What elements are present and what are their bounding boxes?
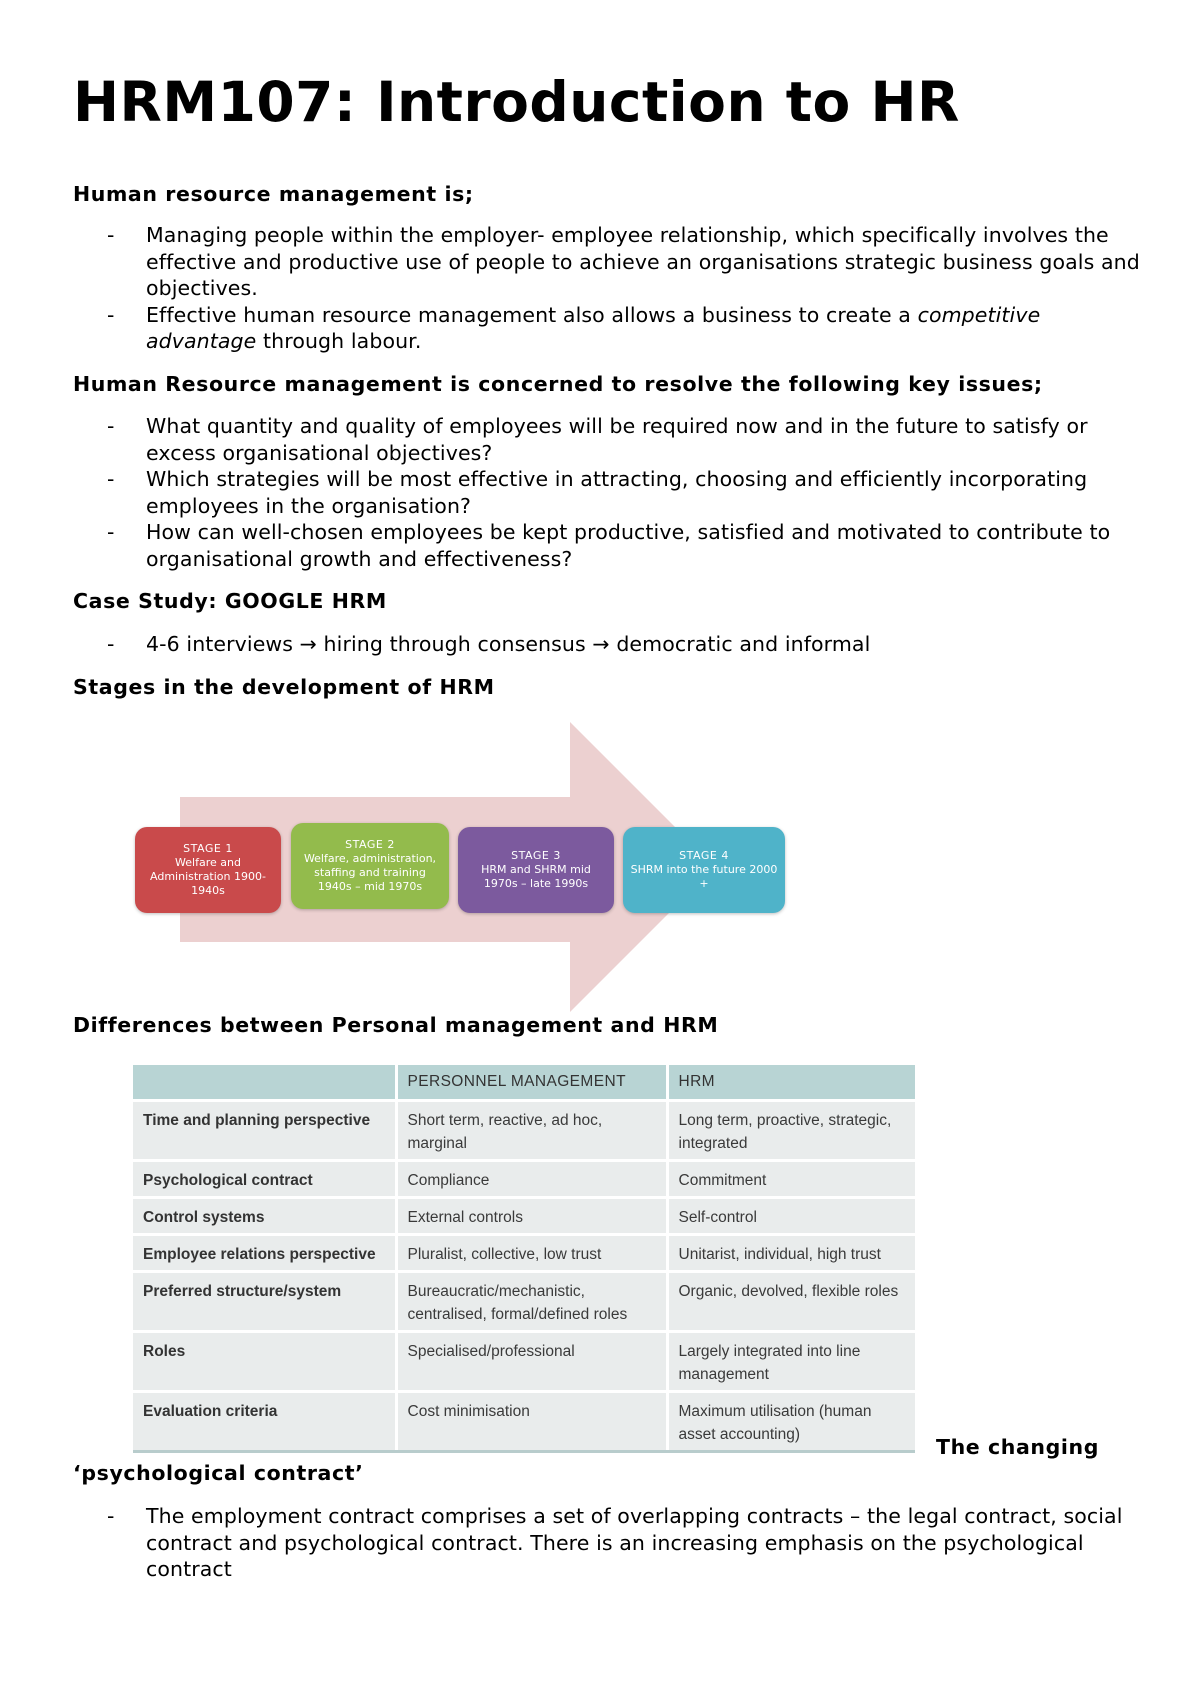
table-cell: Self-control — [667, 1198, 915, 1235]
comparison-table-wrapper — [133, 1065, 915, 1453]
table-header-cell — [133, 1065, 396, 1101]
table-row-label: Preferred structure/system — [133, 1272, 396, 1332]
table-cell: Cost minimisation — [396, 1392, 667, 1452]
bullet-dash: - — [107, 223, 115, 247]
table-row — [133, 1392, 915, 1452]
table-header-cell: HRM — [667, 1065, 915, 1101]
table-row — [133, 1235, 915, 1272]
table-row — [133, 1332, 915, 1392]
table-row — [133, 1198, 915, 1235]
table-row-label: Roles — [133, 1332, 396, 1392]
list-item — [0, 222, 1200, 302]
stage-title: STAGE 2 — [345, 838, 395, 851]
table-cell: Short term, reactive, ad hoc, marginal — [396, 1101, 667, 1161]
table-cell: External controls — [396, 1198, 667, 1235]
table-row-label: Psychological contract — [133, 1161, 396, 1198]
stage-text: Welfare, administration, staffing and training 1940s – mid 1970s — [303, 852, 437, 893]
bullet-text: What quantity and quality of employees will be required now and in the future to satisfy or excess organisational objectives? — [146, 414, 1088, 465]
table-row-label: Time and planning perspective — [133, 1101, 396, 1161]
table-cell: Maximum utilisation (human asset accounting) — [667, 1392, 915, 1452]
bullet-text: 4-6 interviews → hiring through consensus → democratic and informal — [146, 632, 871, 656]
comparison-table — [133, 1065, 915, 1453]
stages-diagram — [125, 722, 805, 1012]
table-cell: Bureaucratic/mechanistic, centralised, formal/defined roles — [396, 1272, 667, 1332]
table-cell: Unitarist, individual, high trust — [667, 1235, 915, 1272]
list-item — [0, 302, 1200, 355]
bullet-dash: - — [107, 1504, 115, 1528]
table-cell: Organic, devolved, flexible roles — [667, 1272, 915, 1332]
bullet-text: Which strategies will be most effective in attracting, choosing and efficiently incorporating employees in the organisation? — [146, 467, 1088, 518]
hrm-definition-list — [0, 222, 1200, 355]
stage-text: Welfare and Administration 1900-1940s — [150, 856, 266, 897]
bullet-dash: - — [107, 632, 115, 656]
section-heading-stages: Stages in the development of HRM — [73, 675, 495, 699]
table-row — [133, 1272, 915, 1332]
list-item — [0, 413, 1200, 466]
bullet-text: Effective human resource management also allows a business to create a — [146, 302, 918, 327]
table-row-label: Employee relations perspective — [133, 1235, 396, 1272]
bullet-dash: - — [107, 302, 115, 327]
case-study-list — [0, 631, 1200, 658]
list-item — [0, 519, 1200, 572]
bullet-text: through labour. — [256, 329, 422, 353]
list-item — [0, 1503, 1200, 1583]
table-cell: Pluralist, collective, low trust — [396, 1235, 667, 1272]
bullet-emphasis: competitive advantage — [146, 302, 1041, 353]
bullet-text: Managing people within the employer- employee relationship, which specifically involves the effective and productive use of people to achieve an organisations strategic business goals and objectives. — [146, 223, 1140, 300]
stage-4-box — [623, 827, 785, 913]
table-row — [133, 1101, 915, 1161]
section-heading-differences: Differences between Personal management and HRM — [73, 1013, 719, 1037]
table-header-row — [133, 1065, 915, 1101]
stage-title: STAGE 1 — [183, 842, 233, 855]
section-heading-key-issues: Human Resource management is concerned to resolve the following key issues; — [73, 372, 1043, 396]
stage-title: STAGE 3 — [511, 849, 561, 862]
table-cell: Largely integrated into line management — [667, 1332, 915, 1392]
stage-title: STAGE 4 — [679, 849, 729, 862]
table-row-label: Control systems — [133, 1198, 396, 1235]
psych-contract-list — [0, 1503, 1200, 1583]
table-cell: Specialised/professional — [396, 1332, 667, 1392]
bullet-dash: - — [107, 467, 115, 491]
stage-2-box — [291, 823, 449, 909]
stage-text: HRM and SHRM mid 1970s – late 1990s — [481, 863, 591, 890]
table-row-label: Evaluation criteria — [133, 1392, 396, 1452]
bullet-dash: - — [107, 520, 115, 544]
key-issues-list — [0, 413, 1200, 572]
table-cell: Commitment — [667, 1161, 915, 1198]
bullet-text: The employment contract comprises a set of overlapping contracts – the legal contract, social contract and psychological contract. There is an increasing emphasis on the psychological contract — [146, 1504, 1123, 1581]
bullet-text: How can well-chosen employees be kept productive, satisfied and motivated to contribute to organisational growth and effectiveness? — [146, 520, 1111, 571]
stage-text: SHRM into the future 2000 + — [630, 863, 778, 890]
list-item — [0, 631, 1200, 658]
table-row — [133, 1161, 915, 1198]
stage-1-box — [135, 827, 281, 913]
section-heading-psych-contract-part2: ‘psychological contract’ — [73, 1461, 364, 1485]
section-heading-psych-contract-part1: The changing — [936, 1435, 1099, 1459]
table-header-cell: PERSONNEL MANAGEMENT — [396, 1065, 667, 1101]
table-cell: Long term, proactive, strategic, integrated — [667, 1101, 915, 1161]
list-item — [0, 466, 1200, 519]
bullet-dash: - — [107, 414, 115, 438]
section-heading-case-study: Case Study: GOOGLE HRM — [73, 589, 387, 613]
stage-3-box — [458, 827, 614, 913]
section-heading-hrm-definition: Human resource management is; — [73, 182, 474, 206]
table-cell: Compliance — [396, 1161, 667, 1198]
page-title: HRM107: Introduction to HR — [73, 70, 960, 134]
